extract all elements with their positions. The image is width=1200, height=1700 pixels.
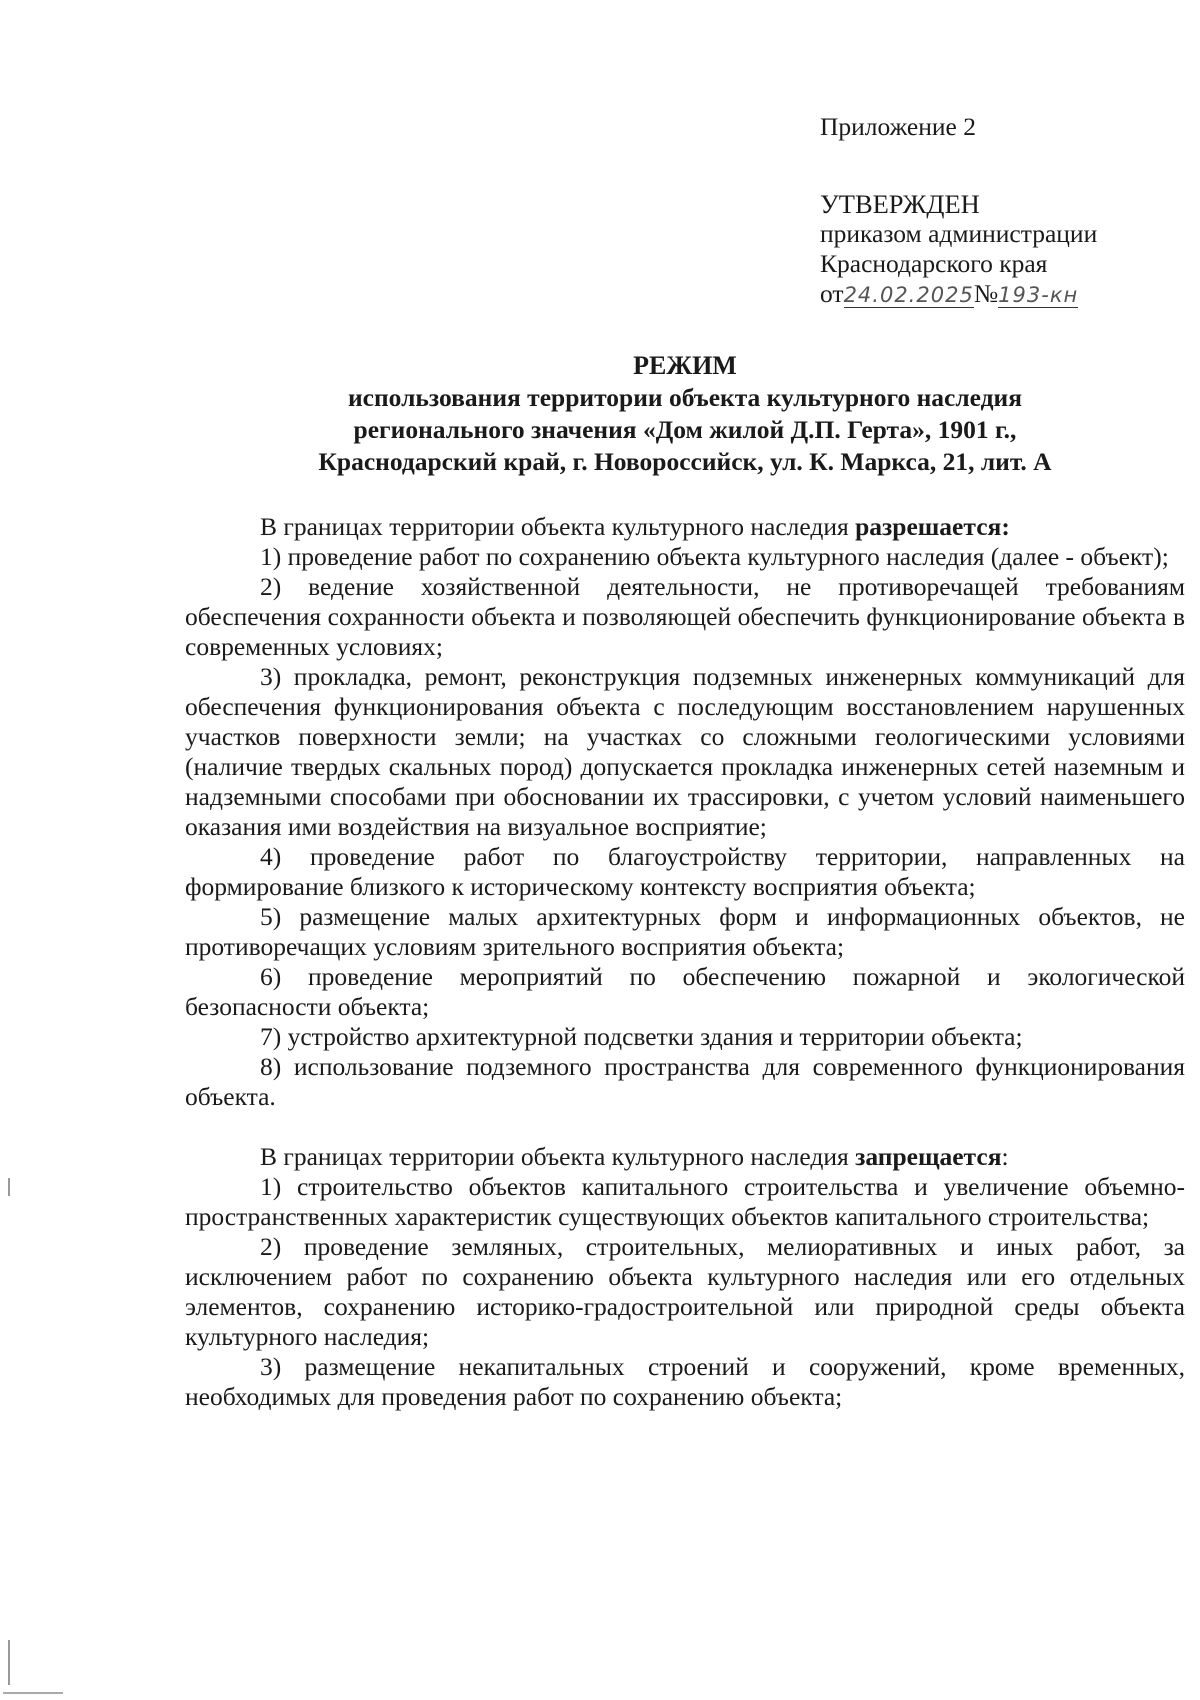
allowed-keyword: разрешается: (855, 512, 1010, 541)
allowed-item: 5) размещение малых архитектурных форм и информационных объектов, не противоречащих условиям зрительного восприятия объекта; (185, 902, 1185, 961)
approval-date-line (820, 279, 1180, 309)
number-prefix: № (973, 279, 999, 308)
title-line-3: Краснодарский край, г. Новороссийск, ул. К. Маркса, 21, лит. А (318, 447, 1052, 476)
annex-label: Приложение 2 (820, 112, 976, 141)
title-line-2: регионального значения «Дом жилой Д.П. Герта», 1901 г., (353, 415, 1017, 444)
allowed-item: 4) проведение работ по благоустройству территории, направленных на формирование близкого к историческому контексту восприятия объекта; (185, 842, 1185, 901)
prohibited-keyword: запрещается (855, 1142, 1002, 1171)
prohibited-item: 3) размещение некапитальных строений и сооружений, кроме временных, необходимых для проведения работ по сохранению объекта; (185, 1352, 1185, 1411)
allowed-intro-text: В границах территории объекта культурного наследия (260, 512, 849, 541)
handwritten-date: 24.02.2025 (843, 283, 974, 307)
approval-order-line: приказом администрации (820, 219, 1098, 248)
date-prefix: от (820, 279, 844, 308)
allowed-intro (185, 512, 1185, 542)
allowed-item: 2) ведение хозяйственной деятельности, не противоречащей требованиям обеспечения сохранности объекта и позволяющей обеспечить функционирование объекта в современных условиях; (185, 572, 1185, 661)
scan-margin-mark (8, 1178, 10, 1196)
section-gap (185, 1112, 1185, 1142)
prohibited-intro-text: В границах территории объекта культурного наследия (260, 1142, 849, 1171)
allowed-item: 6) проведение мероприятий по обеспечению пожарной и экологической безопасности объекта; (185, 962, 1185, 1021)
prohibited-item: 1) строительство объектов капитального строительства и увеличение объемно-пространственных характеристик существующих объектов капитального строительства; (185, 1172, 1185, 1231)
document-title (185, 350, 1185, 478)
title-main: РЕЖИМ (633, 351, 737, 380)
approval-region-line: Краснодарского края (820, 249, 1048, 278)
prohibited-intro (185, 1142, 1185, 1172)
allowed-item: 7) устройство архитектурной подсветки здания и территории объекта; (260, 1022, 1023, 1051)
allowed-item: 3) прокладка, ремонт, реконструкция подземных инженерных коммуникаций для обеспечения функционирования объекта с последующим восстановлением нарушенных участков поверхности земли; на участках со сложными геологическими условиями (наличие твердых скальных пород) допускается прокладка инженерных сетей наземным и надземными способами при обосновании их трассировки, с учетом условий наименьшего оказания ими воздействия на визуальное восприятие; (185, 662, 1185, 841)
document-body (185, 512, 1185, 1412)
allowed-item: 1) проведение работ по сохранению объекта культурного наследия (далее - объект); (260, 542, 1169, 571)
title-line-1: использования территории объекта культурного наследия (347, 383, 1023, 412)
approval-block (820, 112, 1180, 309)
allowed-item: 8) использование подземного пространства для современного функционирования объекта. (185, 1052, 1185, 1111)
prohibited-intro-colon: : (1001, 1142, 1009, 1171)
scan-bottom-mark (3, 1692, 63, 1694)
approved-heading: УТВЕРЖДЕН (820, 189, 980, 219)
scan-margin-mark (8, 1640, 10, 1685)
handwritten-number: 193-кн (998, 283, 1079, 307)
prohibited-item: 2) проведение земляных, строительных, мелиоративных и иных работ, за исключением работ по сохранению объекта культурного наследия или его отдельных элементов, сохранению историко-градостроительной или природной среды объекта культурного наследия; (185, 1232, 1185, 1351)
